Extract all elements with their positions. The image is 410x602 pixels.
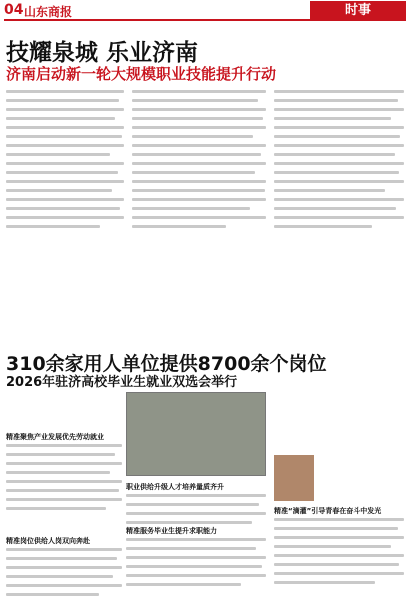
second-article-column-3 — [274, 518, 404, 590]
page-number: 04 — [4, 2, 24, 18]
lead-subheadline: 济南启动新一轮大规模职业技能提升行动 — [6, 65, 277, 83]
subhead-left-1: 精准聚焦产业发展优先劳动就业 — [6, 433, 104, 441]
lead-article-column-2 — [132, 90, 266, 234]
second-article-column-2b — [126, 538, 266, 592]
section-tab[interactable]: 时事 — [310, 1, 406, 21]
masthead-rule — [4, 19, 310, 21]
second-article-column-1b — [6, 548, 122, 602]
subhead-middle-1: 职业供给升级人才培养量质齐升 — [126, 483, 224, 491]
inset-photo — [274, 455, 314, 501]
subhead-left-2: 精准岗位供给人岗双向奔赴 — [6, 537, 90, 545]
lead-headline: 技耀泉城 乐业济南 — [6, 40, 199, 66]
second-headline: 310余家用人单位提供8700余个岗位 — [6, 353, 327, 375]
subhead-middle-2: 精准服务毕业生提升求职能力 — [126, 527, 217, 535]
subhead-right-1: 精准“滴灌”引导青春在奋斗中发光 — [274, 507, 382, 515]
second-article-column-1 — [6, 444, 122, 516]
paper-name: 山东商报 — [24, 5, 73, 19]
masthead — [0, 0, 410, 22]
lead-article-column-3 — [274, 90, 404, 234]
job-fair-photo — [126, 392, 266, 476]
lead-article-column-1 — [6, 90, 124, 234]
second-article-column-2 — [126, 494, 266, 530]
second-subheadline: 2026年驻济高校毕业生就业双选会举行 — [6, 375, 238, 390]
